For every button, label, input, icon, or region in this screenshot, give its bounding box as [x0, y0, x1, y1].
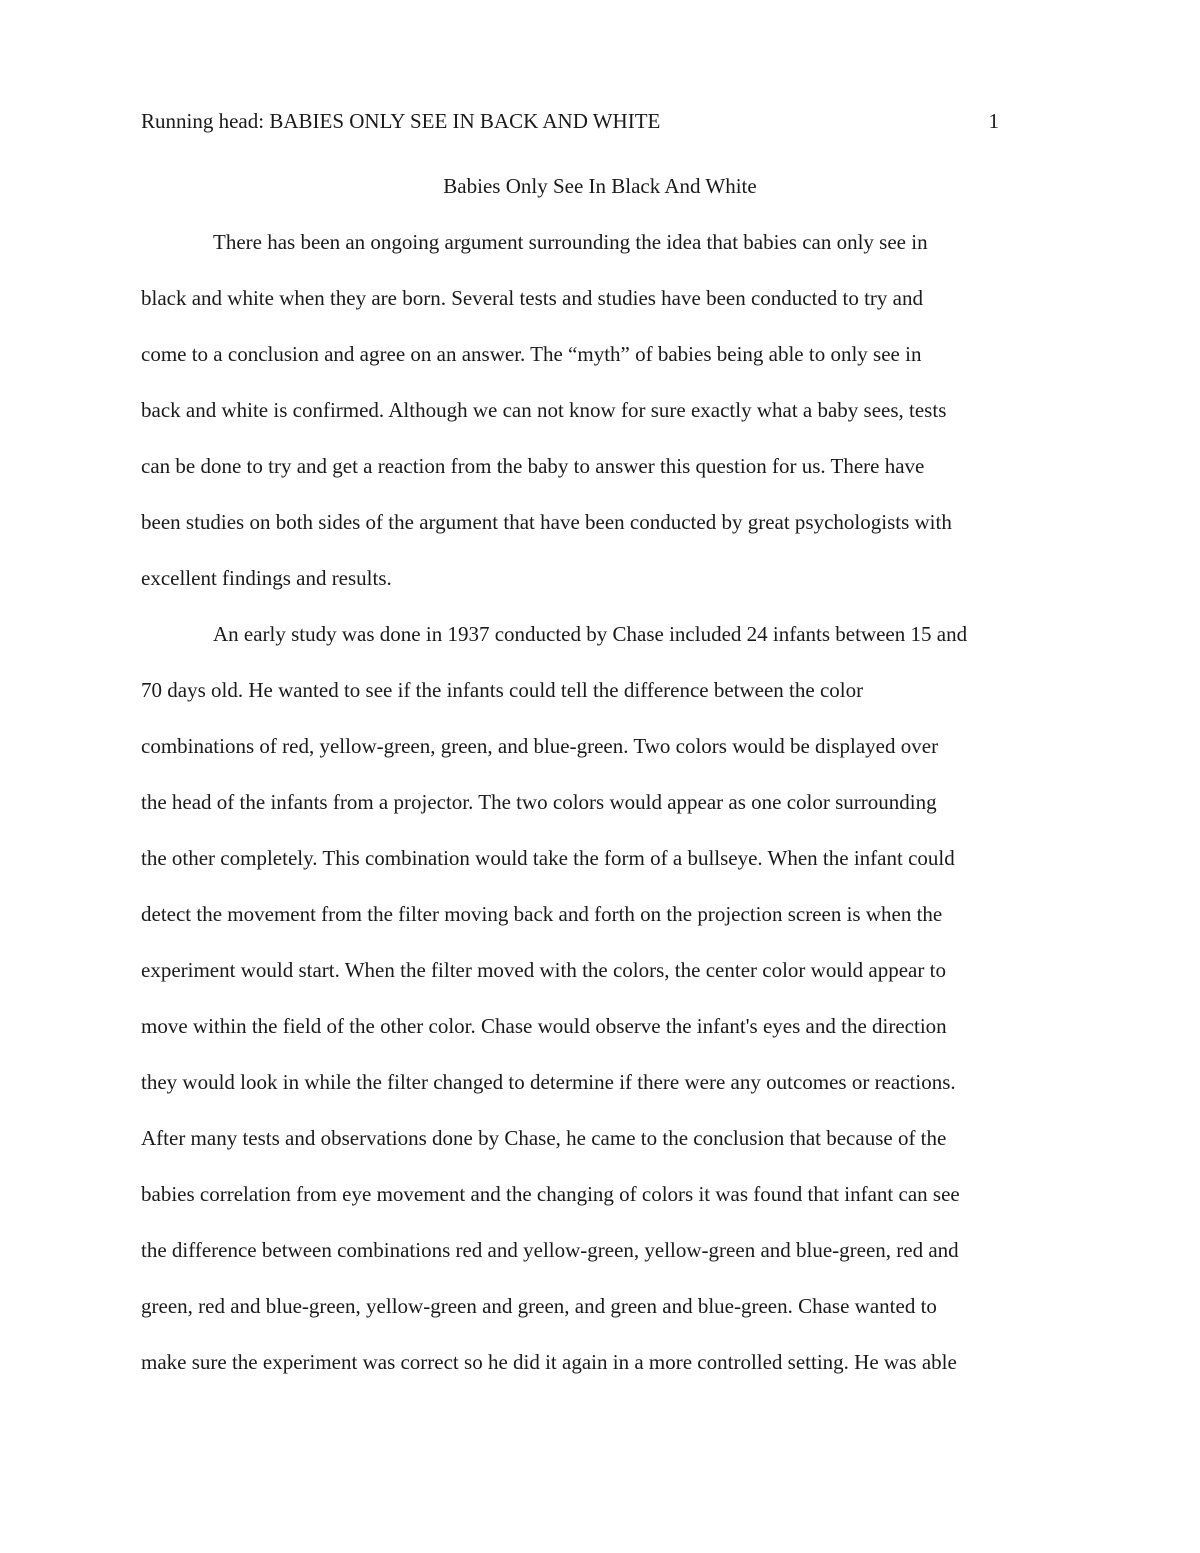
paragraph-1-line-4: back and white is confirmed. Although we can not know for sure exactly what a baby sees, tests [141, 398, 947, 422]
paragraph-1-line-3: come to a conclusion and agree on an answer. The “myth” of babies being able to only see in [141, 342, 922, 366]
paragraph-2-line-9: they would look in while the filter changed to determine if there were any outcomes or reactions. [141, 1070, 956, 1094]
paragraph-2-line-11: babies correlation from eye movement and the changing of colors it was found that infant can see [141, 1182, 960, 1206]
page-number: 1 [988, 109, 999, 133]
paragraph-1-line-1: There has been an ongoing argument surrounding the idea that babies can only see in [213, 230, 928, 254]
paragraph-2-line-1: An early study was done in 1937 conducted by Chase included 24 infants between 15 and [213, 622, 968, 646]
running-head: Running head: BABIES ONLY SEE IN BACK AND WHITE [141, 109, 661, 133]
paragraph-2-line-8: move within the field of the other color. Chase would observe the infant's eyes and the direction [141, 1014, 947, 1038]
paragraph-2-line-4: the head of the infants from a projector. The two colors would appear as one color surrounding [141, 790, 937, 814]
paragraph-1-line-7: excellent findings and results. [141, 566, 392, 590]
paragraph-1-line-5: can be done to try and get a reaction from the baby to answer this question for us. There have [141, 454, 925, 478]
paragraph-2-line-6: detect the movement from the filter moving back and forth on the projection screen is when the [141, 902, 943, 926]
page-header [141, 106, 1001, 136]
paragraph-2-line-7: experiment would start. When the filter moved with the colors, the center color would appear to [141, 958, 946, 982]
paragraph-2-line-5: the other completely. This combination would take the form of a bullseye. When the infant could [141, 846, 955, 870]
paragraph-2-line-3: combinations of red, yellow-green, green, and blue-green. Two colors would be displayed over [141, 734, 939, 758]
paragraph-2-line-12: the difference between combinations red and yellow-green, yellow-green and blue-green, red and [141, 1238, 959, 1262]
paragraph-1-line-6: been studies on both sides of the argument that have been conducted by great psychologists with [141, 510, 952, 534]
paragraph-2-line-10: After many tests and observations done by Chase, he came to the conclusion that because of the [141, 1126, 947, 1150]
paragraph-2-line-13: green, red and blue-green, yellow-green and green, and green and blue-green. Chase wanted to [141, 1294, 937, 1318]
paragraph-2-line-14: make sure the experiment was correct so he did it again in a more controlled setting. He was able [141, 1350, 957, 1374]
paragraph-2-line-2: 70 days old. He wanted to see if the infants could tell the difference between the color [141, 678, 864, 702]
paragraph-1-line-2: black and white when they are born. Several tests and studies have been conducted to try and [141, 286, 923, 310]
document-title: Babies Only See In Black And White [443, 174, 757, 198]
